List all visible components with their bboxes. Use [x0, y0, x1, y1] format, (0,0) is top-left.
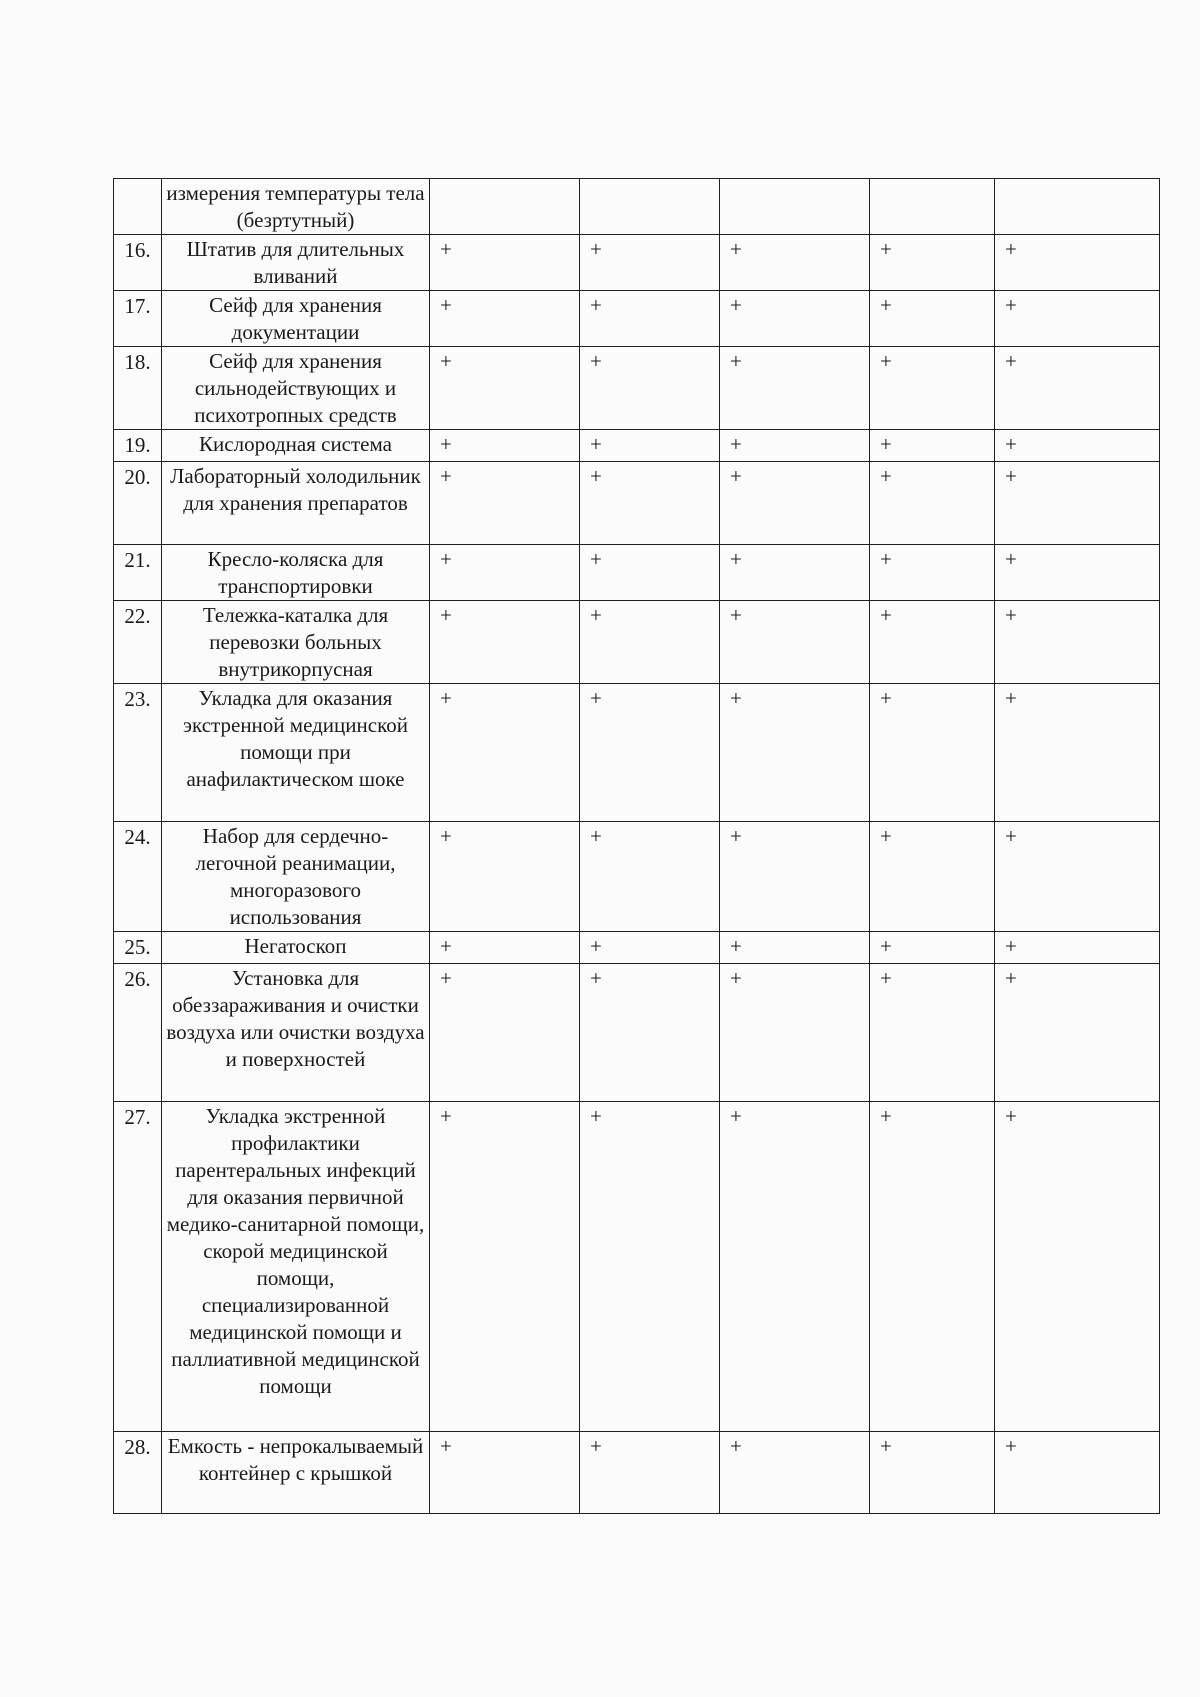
availability-mark: + — [870, 964, 995, 1102]
availability-mark: + — [580, 291, 720, 347]
availability-mark — [580, 179, 720, 235]
availability-mark: + — [430, 684, 580, 822]
availability-mark: + — [430, 932, 580, 964]
availability-mark: + — [580, 545, 720, 601]
table-row — [114, 1102, 1160, 1432]
row-number: 27. — [114, 1102, 162, 1432]
equipment-name: Негатоскоп — [162, 932, 430, 964]
row-number: 20. — [114, 462, 162, 545]
availability-mark: + — [430, 964, 580, 1102]
availability-mark: + — [430, 430, 580, 462]
availability-mark: + — [580, 235, 720, 291]
table-row — [114, 430, 1160, 462]
availability-mark: + — [995, 932, 1160, 964]
availability-mark: + — [580, 684, 720, 822]
row-number: 19. — [114, 430, 162, 462]
table-row — [114, 235, 1160, 291]
availability-mark: + — [430, 601, 580, 684]
equipment-name: Штатив для длительных вливаний — [162, 235, 430, 291]
availability-mark: + — [430, 291, 580, 347]
row-number: 18. — [114, 347, 162, 430]
row-number: 24. — [114, 822, 162, 932]
availability-mark: + — [870, 291, 995, 347]
table-row — [114, 822, 1160, 932]
table-row — [114, 684, 1160, 822]
availability-mark: + — [580, 601, 720, 684]
availability-mark: + — [870, 822, 995, 932]
row-number: 21. — [114, 545, 162, 601]
availability-mark: + — [870, 1102, 995, 1432]
availability-mark: + — [430, 1432, 580, 1514]
availability-mark: + — [995, 545, 1160, 601]
row-number: 26. — [114, 964, 162, 1102]
row-number: 22. — [114, 601, 162, 684]
availability-mark: + — [580, 964, 720, 1102]
availability-mark: + — [995, 822, 1160, 932]
availability-mark: + — [870, 932, 995, 964]
availability-mark: + — [430, 347, 580, 430]
availability-mark: + — [995, 684, 1160, 822]
row-number: 17. — [114, 291, 162, 347]
availability-mark: + — [995, 1432, 1160, 1514]
availability-mark: + — [430, 1102, 580, 1432]
availability-mark: + — [580, 932, 720, 964]
availability-mark: + — [720, 430, 870, 462]
row-number: 16. — [114, 235, 162, 291]
availability-mark: + — [995, 964, 1160, 1102]
table-row — [114, 1432, 1160, 1514]
row-number: 25. — [114, 932, 162, 964]
table-row — [114, 964, 1160, 1102]
equipment-name: Укладка для оказания экстренной медицинской помощи при анафилактическом шоке — [162, 684, 430, 822]
availability-mark: + — [580, 430, 720, 462]
availability-mark: + — [430, 235, 580, 291]
equipment-name: Укладка экстренной профилактики парентеральных инфекций для оказания первичной медико-санитарной помощи, скорой медицинской помощи, специализированной медицинской помощи и паллиативной медицинской помощи — [162, 1102, 430, 1432]
availability-mark: + — [720, 964, 870, 1102]
availability-mark: + — [720, 462, 870, 545]
equipment-name: Кресло-коляска для транспортировки — [162, 545, 430, 601]
availability-mark: + — [580, 462, 720, 545]
availability-mark: + — [430, 462, 580, 545]
availability-mark: + — [720, 822, 870, 932]
availability-mark: + — [995, 291, 1160, 347]
availability-mark: + — [720, 1102, 870, 1432]
availability-mark — [430, 179, 580, 235]
equipment-name: Сейф для хранения документации — [162, 291, 430, 347]
equipment-name: Набор для сердечно-легочной реанимации, многоразового использования — [162, 822, 430, 932]
equipment-name: Кислородная система — [162, 430, 430, 462]
availability-mark: + — [870, 347, 995, 430]
availability-mark — [870, 179, 995, 235]
availability-mark: + — [870, 684, 995, 822]
availability-mark: + — [720, 601, 870, 684]
row-number: 23. — [114, 684, 162, 822]
availability-mark: + — [870, 235, 995, 291]
availability-mark: + — [995, 235, 1160, 291]
availability-mark: + — [430, 822, 580, 932]
availability-mark: + — [870, 601, 995, 684]
table-row — [114, 179, 1160, 235]
availability-mark: + — [720, 1432, 870, 1514]
equipment-name: Тележка-каталка для перевозки больных внутрикорпусная — [162, 601, 430, 684]
equipment-table-body — [114, 179, 1160, 1514]
availability-mark: + — [995, 347, 1160, 430]
availability-mark: + — [870, 462, 995, 545]
row-number: 28. — [114, 1432, 162, 1514]
table-row — [114, 347, 1160, 430]
availability-mark: + — [995, 1102, 1160, 1432]
availability-mark — [995, 179, 1160, 235]
availability-mark: + — [720, 235, 870, 291]
availability-mark: + — [870, 430, 995, 462]
availability-mark: + — [995, 462, 1160, 545]
availability-mark: + — [995, 601, 1160, 684]
equipment-name: Емкость - непрокалываемый контейнер с крышкой — [162, 1432, 430, 1514]
row-number — [114, 179, 162, 235]
availability-mark: + — [580, 347, 720, 430]
availability-mark: + — [720, 291, 870, 347]
table-row — [114, 545, 1160, 601]
equipment-table — [113, 178, 1160, 1514]
availability-mark: + — [720, 347, 870, 430]
equipment-name: Установка для обеззараживания и очистки воздуха или очистки воздуха и поверхностей — [162, 964, 430, 1102]
equipment-name: Сейф для хранения сильнодействующих и психотропных средств — [162, 347, 430, 430]
availability-mark: + — [720, 932, 870, 964]
availability-mark: + — [720, 545, 870, 601]
availability-mark: + — [580, 822, 720, 932]
availability-mark: + — [995, 430, 1160, 462]
table-row — [114, 291, 1160, 347]
table-row — [114, 462, 1160, 545]
availability-mark: + — [720, 684, 870, 822]
availability-mark: + — [580, 1432, 720, 1514]
table-row — [114, 932, 1160, 964]
availability-mark — [720, 179, 870, 235]
equipment-name: Лабораторный холодильник для хранения препаратов — [162, 462, 430, 545]
equipment-name: измерения температуры тела (безртутный) — [162, 179, 430, 235]
availability-mark: + — [870, 1432, 995, 1514]
availability-mark: + — [430, 545, 580, 601]
table-row — [114, 601, 1160, 684]
availability-mark: + — [870, 545, 995, 601]
availability-mark: + — [580, 1102, 720, 1432]
